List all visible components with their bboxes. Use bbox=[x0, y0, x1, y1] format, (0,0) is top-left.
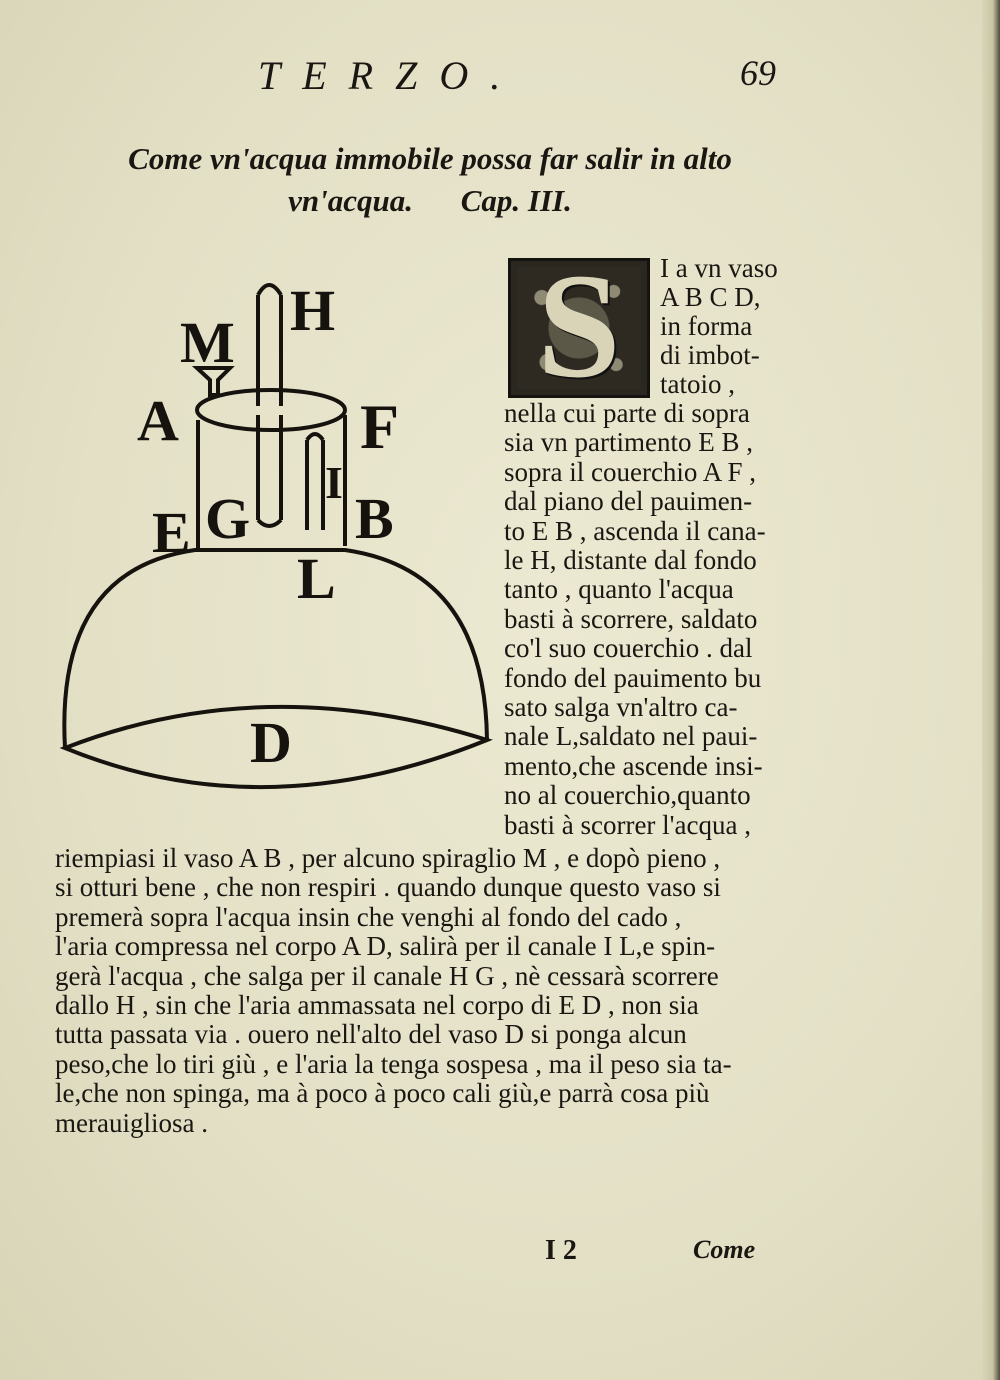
text-line: di imbot- bbox=[660, 340, 760, 370]
running-title: TERZO. bbox=[258, 53, 523, 98]
chapter-number: Cap. III. bbox=[460, 183, 572, 218]
text-line: co'l suo couerchio . dal bbox=[504, 633, 753, 664]
text-line: tanto , quanto l'acqua bbox=[504, 574, 734, 605]
text-line: riempiasi il vaso A B , per alcuno spiraglio M , e dopò pieno , bbox=[55, 843, 721, 873]
text-line: le H, distante dal fondo bbox=[504, 545, 757, 575]
text-line: tutta passata via . ouero nell'alto del vaso D si ponga alcun bbox=[55, 1019, 687, 1050]
chapter-title-line-2 bbox=[60, 180, 800, 222]
decorated-initial bbox=[508, 243, 650, 409]
text-line: si otturi bene , che non respiri . quando dunque questo vaso si bbox=[55, 872, 721, 903]
text-line: basti à scorrer l'acqua , bbox=[504, 809, 751, 840]
catchword: Come bbox=[693, 1235, 756, 1264]
chapter-title-line-2-text: vn'acqua. bbox=[288, 183, 413, 218]
label-e: E bbox=[152, 500, 191, 565]
label-m: M bbox=[180, 310, 235, 375]
woodcut-figure bbox=[55, 270, 500, 810]
label-d: D bbox=[250, 710, 292, 775]
label-g: G bbox=[205, 486, 251, 551]
text-line: I a vn vaso bbox=[660, 253, 778, 283]
text-line: mento,che ascende insi- bbox=[504, 750, 763, 781]
pipe-h bbox=[258, 285, 281, 406]
label-a: A bbox=[137, 388, 179, 453]
text-line: A B C D, bbox=[660, 282, 761, 312]
text-line: fondo del pauimento bu bbox=[504, 662, 762, 693]
text-line: basti à scorrere, saldato bbox=[504, 603, 758, 634]
pipe-i bbox=[307, 434, 323, 530]
text-line: peso,che lo tiri giù , e l'aria la tenga sospesa , ma il peso sia ta- bbox=[55, 1048, 732, 1079]
text-line: nella cui parte di sopra bbox=[504, 398, 750, 428]
label-h: H bbox=[290, 278, 336, 343]
text-line: no al couerchio,quanto bbox=[504, 780, 751, 811]
text-line: gerà l'acqua , che salga per il canale H G , nè cessarà scorrere bbox=[55, 960, 719, 991]
text-line: le,che non spinga, ma à poco à poco cali giù,e parrà cosa più bbox=[55, 1078, 710, 1109]
text-line: to E B , ascenda il cana- bbox=[504, 515, 766, 546]
text-line: sopra il couerchio A F , bbox=[504, 456, 756, 487]
text-line: merauigliosa . bbox=[55, 1107, 208, 1138]
text-line: sia vn partimento E B , bbox=[504, 427, 753, 458]
chapter-title bbox=[60, 138, 800, 222]
text-line: sato salga vn'altro ca- bbox=[504, 692, 738, 722]
initial-letter: S bbox=[537, 243, 621, 409]
label-b: B bbox=[355, 486, 394, 551]
text-line: premerà sopra l'acqua insin che venghi al fondo del cado , bbox=[55, 901, 682, 932]
text-line: in forma bbox=[660, 311, 753, 341]
text-line: dal piano del pauimen- bbox=[504, 486, 753, 517]
text-line: nale L,saldato nel paui- bbox=[504, 721, 758, 752]
text-line: tatoio , bbox=[660, 369, 735, 399]
page-edge bbox=[982, 0, 1000, 1380]
label-l: L bbox=[297, 546, 336, 611]
label-f: F bbox=[360, 391, 400, 462]
page-number: 69 bbox=[740, 53, 776, 93]
label-i: I bbox=[325, 457, 343, 508]
signature-mark: I 2 bbox=[545, 1235, 577, 1266]
text-line: l'aria compressa nel corpo A D, salirà per il canale I L,e spin- bbox=[55, 931, 716, 962]
chapter-title-line-1: Come vn'acqua immobile possa far salir in alto bbox=[128, 141, 732, 176]
text-line: dallo H , sin che l'aria ammassata nel corpo di E D , non sia bbox=[55, 990, 699, 1020]
